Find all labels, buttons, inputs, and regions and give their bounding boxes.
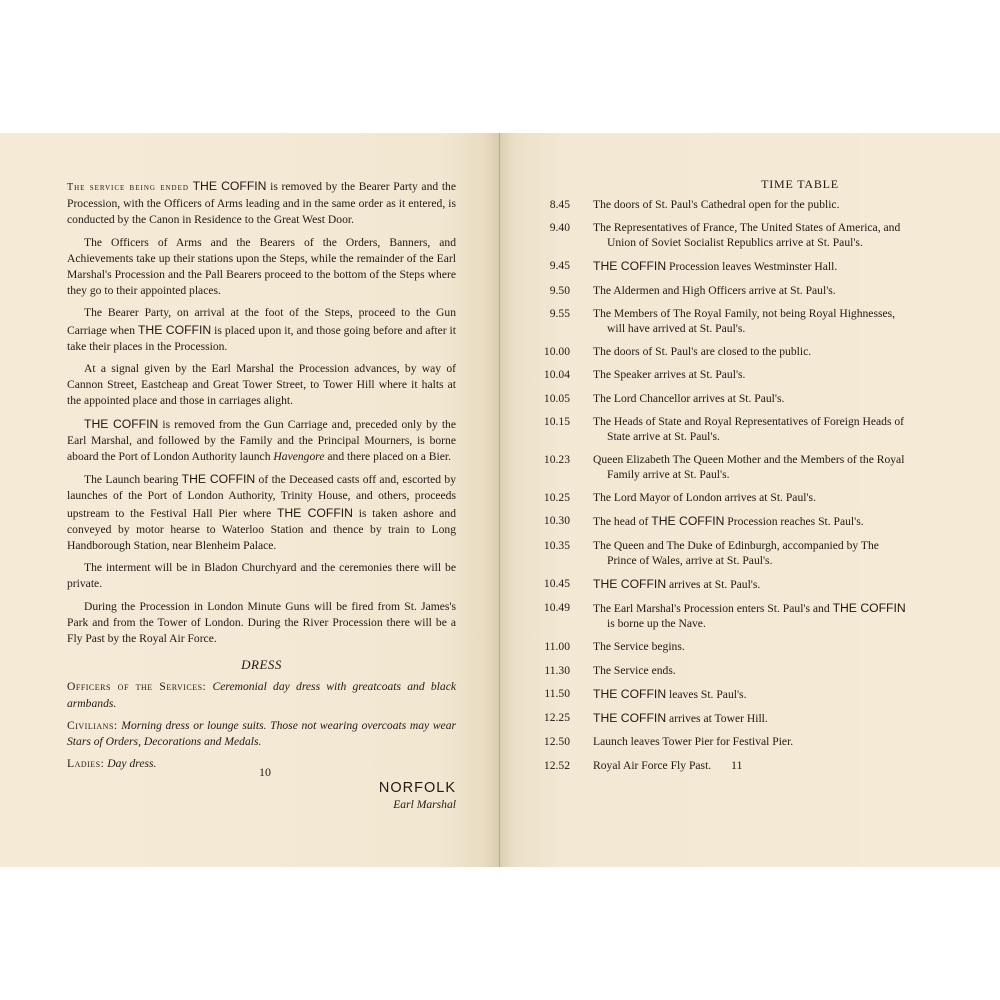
- event-line: The Earl Marshal's Procession enters St. Paul's and THE COFFIN: [593, 601, 906, 616]
- paragraph-text: THE COFFIN is removed from the Gun Carriage and, preceded only by the Earl Marshal, and followed by the Family and the Principal Mourners, is borne aboard the Port of London Authority launch: [67, 416, 456, 464]
- time-table-row: [500, 664, 1000, 679]
- dress-heading: DRESS: [241, 657, 282, 673]
- time-cell: 9.45: [549, 259, 570, 273]
- launch-name: Havengore: [273, 450, 325, 464]
- event-line-continued: State arrive at St. Paul's.: [607, 429, 720, 443]
- time-cell: 12.50: [543, 735, 570, 749]
- event-cell: [593, 687, 933, 703]
- event-cell: [593, 640, 933, 655]
- event-cell: [593, 284, 933, 299]
- time-cell: 10.15: [543, 414, 570, 428]
- paragraph-minute-guns: During the Procession in London Minute Guns will be fired from St. James's Park and from the Tower of London. During the River Procession there will be a Fly Past by the Royal Air Force.: [67, 599, 456, 646]
- event-cell: [593, 368, 933, 383]
- time-table-row: [500, 735, 1000, 750]
- event-line-continued: Family arrive at St. Paul's.: [607, 467, 730, 481]
- dress-item-civilians: [67, 718, 456, 750]
- event-cell: [593, 759, 933, 774]
- time-cell: 10.49: [543, 601, 570, 615]
- event-line: Royal Air Force Fly Past.: [593, 758, 712, 772]
- event-cell: [593, 198, 933, 213]
- time-table-title: TIME TABLE: [761, 177, 839, 191]
- paragraph-launch: The Launch bearing THE COFFIN of the Deceased casts off and, escorted by launches of the Port of London Authority, Trinity House, and others, proceeds upstream to the Festival Hall Pier where THE COFFIN is taken ashore and conveyed by motor hearse to Waterloo Station and thence by train to Long Handborough Station, near Blenheim Palace.: [67, 472, 456, 553]
- time-table-row: [500, 284, 1000, 299]
- event-line-continued: Prince of Wales, arrive at St. Paul's.: [607, 553, 773, 567]
- event-line: The Members of The Royal Family, not being Royal Highnesses,: [593, 306, 896, 320]
- event-line: THE COFFIN leaves St. Paul's.: [593, 686, 747, 701]
- time-cell: 11.50: [544, 686, 570, 700]
- time-table-row: [500, 491, 1000, 506]
- left-page-text: [67, 178, 456, 812]
- time-cell: 10.45: [543, 576, 570, 590]
- time-table-row: [500, 345, 1000, 360]
- time-cell: 12.52: [543, 758, 570, 772]
- event-line: The doors of St. Paul's Cathedral open for the public.: [593, 198, 840, 211]
- time-cell: 10.05: [543, 391, 570, 405]
- dress-label: Officers of the Services:: [67, 680, 207, 694]
- event-cell: [593, 307, 933, 337]
- paragraph-coffin-removed: [67, 416, 456, 466]
- time-cell: 10.25: [543, 491, 570, 505]
- paragraph-interment: The interment will be in Bladon Churchyard and the ceremonies there will be private.: [67, 561, 456, 591]
- event-line: Queen Elizabeth The Queen Mother and the Members of the Royal: [593, 453, 905, 467]
- time-table-row: [500, 514, 1000, 530]
- event-cell: [593, 345, 933, 360]
- event-cell: [593, 601, 933, 632]
- dress-item-services: [67, 679, 456, 711]
- time-table-row: [500, 392, 1000, 407]
- paragraph-officers-of-arms: The Officers of Arms and the Bearers of the Orders, Banners, and Achievements take up their stations upon the Steps, while the remainder of the Earl Marshal's Procession and the Pall Bearers proceed to the bottom of the Steps where they go to their appointed places.: [67, 235, 456, 298]
- time-table-row: [500, 198, 1000, 213]
- event-cell: [593, 392, 933, 407]
- event-cell: [593, 514, 933, 530]
- event-line: The Representatives of France, The United States of America, and: [593, 221, 901, 235]
- paragraph-signal: At a signal given by the Earl Marshal the Procession advances, by way of Cannon Street, Eastcheap and Great Tower Street, to Tower Hill where it halts at the appointed place and those in carriages alight.: [67, 362, 456, 408]
- time-table-row: [500, 453, 1000, 483]
- event-line: The Service begins.: [593, 640, 685, 654]
- event-line: The Lord Mayor of London arrives at St. Paul's.: [593, 491, 816, 505]
- event-line: The head of THE COFFIN Procession reaches St. Paul's.: [593, 514, 864, 529]
- event-line: THE COFFIN Procession leaves Westminster Hall.: [593, 259, 838, 274]
- event-cell: [593, 711, 933, 727]
- time-cell: 11.30: [544, 663, 570, 677]
- event-line: The Service ends.: [593, 663, 676, 677]
- event-cell: [593, 664, 933, 679]
- event-line-continued: will have arrived at St. Paul's.: [607, 321, 746, 335]
- time-table-row: [500, 539, 1000, 569]
- signature-block: [67, 779, 456, 812]
- dress-value: Ceremonial day dress with greatcoats and black armbands.: [67, 680, 456, 710]
- time-table-row: [500, 368, 1000, 383]
- time-table: [500, 198, 1000, 782]
- time-cell: 10.23: [543, 453, 570, 467]
- event-cell: [593, 415, 933, 445]
- time-table-row: [500, 759, 1000, 774]
- event-cell: [593, 539, 933, 569]
- signatory-name: NORFOLK: [378, 779, 456, 796]
- right-page: [500, 133, 1000, 867]
- page-number-right: 11: [731, 758, 743, 772]
- time-cell: 9.55: [549, 306, 570, 320]
- paragraph-service-ended: [67, 178, 456, 229]
- time-table-row: [500, 415, 1000, 445]
- signatory-title: Earl Marshal: [393, 797, 456, 811]
- time-cell: 10.30: [543, 514, 570, 528]
- event-line: The Speaker arrives at St. Paul's.: [593, 368, 746, 382]
- time-table-row: [500, 221, 1000, 251]
- time-cell: 11.00: [544, 640, 570, 654]
- event-cell: [593, 577, 933, 593]
- dress-value: Day dress.: [107, 757, 157, 771]
- event-line: The Lord Chancellor arrives at St. Paul's.: [593, 391, 785, 405]
- time-table-row: [500, 640, 1000, 655]
- time-cell: 9.50: [549, 283, 570, 297]
- time-table-row: [500, 711, 1000, 727]
- event-line: The doors of St. Paul's are closed to the public.: [593, 345, 812, 359]
- time-table-row: [500, 601, 1000, 632]
- event-cell: [593, 221, 933, 251]
- event-line-continued: Union of Soviet Socialist Republics arrive at St. Paul's.: [607, 236, 863, 250]
- time-cell: 12.25: [543, 711, 570, 725]
- event-cell: [593, 453, 933, 483]
- time-cell: 10.35: [543, 538, 570, 552]
- time-cell: 10.04: [543, 368, 570, 382]
- time-cell: 8.45: [549, 198, 570, 211]
- event-line: THE COFFIN arrives at Tower Hill.: [593, 711, 768, 726]
- event-line: THE COFFIN arrives at St. Paul's.: [593, 576, 761, 591]
- time-table-row: [500, 687, 1000, 703]
- dress-label: Ladies:: [67, 757, 105, 771]
- dress-section: [67, 657, 456, 772]
- event-line: Launch leaves Tower Pier for Festival Pier.: [593, 735, 794, 749]
- paragraph-text: and there placed on a Bier.: [324, 450, 452, 464]
- lead-in: The service being ended: [67, 182, 189, 193]
- paragraph-bearer-party: The Bearer Party, on arrival at the foot of the Steps, proceed to the Gun Carriage when THE COFFIN is placed upon it, and those going before and after it take their places in the Procession.: [67, 306, 456, 353]
- dress-value: Morning dress or lounge suits. Those not wearing overcoats may wear Stars of Orders, Decorations and Medals.: [67, 718, 457, 749]
- time-table-row: [500, 259, 1000, 275]
- book-spread: [0, 133, 1000, 867]
- event-cell: [593, 491, 933, 506]
- event-cell: [593, 259, 933, 275]
- dress-label: Civilians:: [67, 718, 118, 732]
- time-table-row: [500, 577, 1000, 593]
- time-cell: 9.40: [549, 221, 570, 235]
- event-line: The Heads of State and Royal Representatives of Foreign Heads of: [593, 414, 905, 428]
- time-cell: 10.00: [543, 345, 570, 359]
- left-page: [0, 133, 499, 867]
- page-number-left: 10: [259, 765, 271, 779]
- paragraph-text: THE COFFIN is removed by the Bearer Party and the Procession, with the Officers of Arms leading and in the same order as it entered, is conducted by the Canon in Residence to the Great West Door.: [67, 179, 456, 227]
- event-line-continued: is borne up the Nave.: [607, 616, 706, 630]
- time-table-row: [500, 307, 1000, 337]
- event-line: The Queen and The Duke of Edinburgh, accompanied by The: [593, 538, 879, 552]
- event-cell: [593, 735, 933, 750]
- event-line: The Aldermen and High Officers arrive at St. Paul's.: [593, 283, 836, 297]
